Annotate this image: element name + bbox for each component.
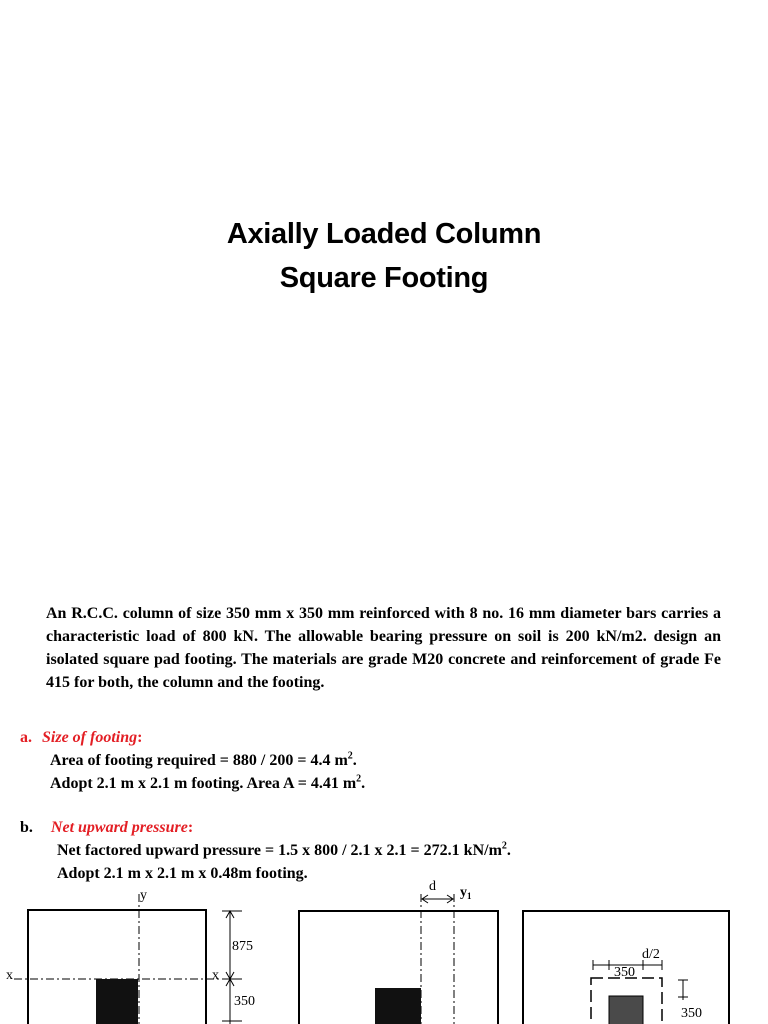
fig1-dim-875: 875	[232, 939, 253, 954]
section-b-colon: :	[187, 819, 194, 836]
fig3-label-d2: d/2	[642, 947, 660, 962]
section-a-title: Size of footing	[42, 729, 138, 746]
figure-3	[523, 911, 729, 1024]
section-a-line-1-sup: 2	[347, 750, 353, 762]
title-line-2: Square Footing	[279, 262, 489, 294]
footing-diagrams	[0, 878, 768, 1024]
section-b-line-1-text: Net factored upward pressure = 1.5 x 800 / 2.1 x 2.1 = 272.1 kN/m	[57, 842, 502, 859]
fig1-label-y: y	[140, 888, 147, 903]
section-a-line-1-end: .	[352, 752, 357, 769]
fig1-dim-350: 350	[234, 994, 255, 1009]
section-a-line-1-text: Area of footing required = 880 / 200 = 4.4 m	[50, 752, 348, 769]
section-a-heading	[20, 727, 142, 749]
section-b-heading	[20, 817, 193, 839]
section-a-marker: a.	[20, 729, 32, 746]
fig3-column	[609, 996, 643, 1024]
section-a-line-2-text: Adopt 2.1 m x 2.1 m footing. Area A = 4.41 m	[50, 775, 357, 792]
section-a-line-1	[50, 750, 357, 772]
section-b-line-2: Adopt 2.1 m x 2.1 m x 0.48m footing.	[57, 865, 308, 882]
section-a-colon: :	[137, 729, 143, 746]
section-b-marker: b.	[20, 819, 33, 836]
section-b-line-1-end: .	[506, 842, 511, 859]
fig1-column	[96, 979, 138, 1024]
fig2-label-d: d	[429, 879, 436, 894]
section-b-line-1-sup: 2	[501, 840, 507, 852]
fig2-column	[375, 988, 421, 1024]
section-a-line-2	[50, 773, 365, 795]
section-a-line-2-sup: 2	[356, 773, 362, 785]
problem-statement: An R.C.C. column of size 350 mm x 350 mm reinforced with 8 no. 16 mm diameter bars carries a characteristic load of 800 kN. The allowable bearing pressure on soil is 200 kN/m2. design an isolated square pad footing. The materials are grade M20 concrete and reinforcement of grade Fe 415 for both, the column and the footing.	[46, 605, 721, 691]
figure-2	[299, 879, 498, 1024]
title-line-1: Axially Loaded Column	[226, 218, 542, 250]
section-b-line-1	[57, 840, 511, 862]
fig2-label-y: $y_1$	[460, 885, 472, 901]
fig3-dim-350-w: 350	[614, 965, 635, 980]
figure-1	[6, 888, 255, 1024]
fig1-label-x-right: x	[212, 968, 219, 983]
section-b-title: Net upward pressure	[50, 819, 188, 836]
fig1-label-x-left: x	[6, 968, 13, 983]
section-a-line-2-end: .	[361, 775, 366, 792]
fig3-dim-350-h: 350	[681, 1006, 702, 1021]
